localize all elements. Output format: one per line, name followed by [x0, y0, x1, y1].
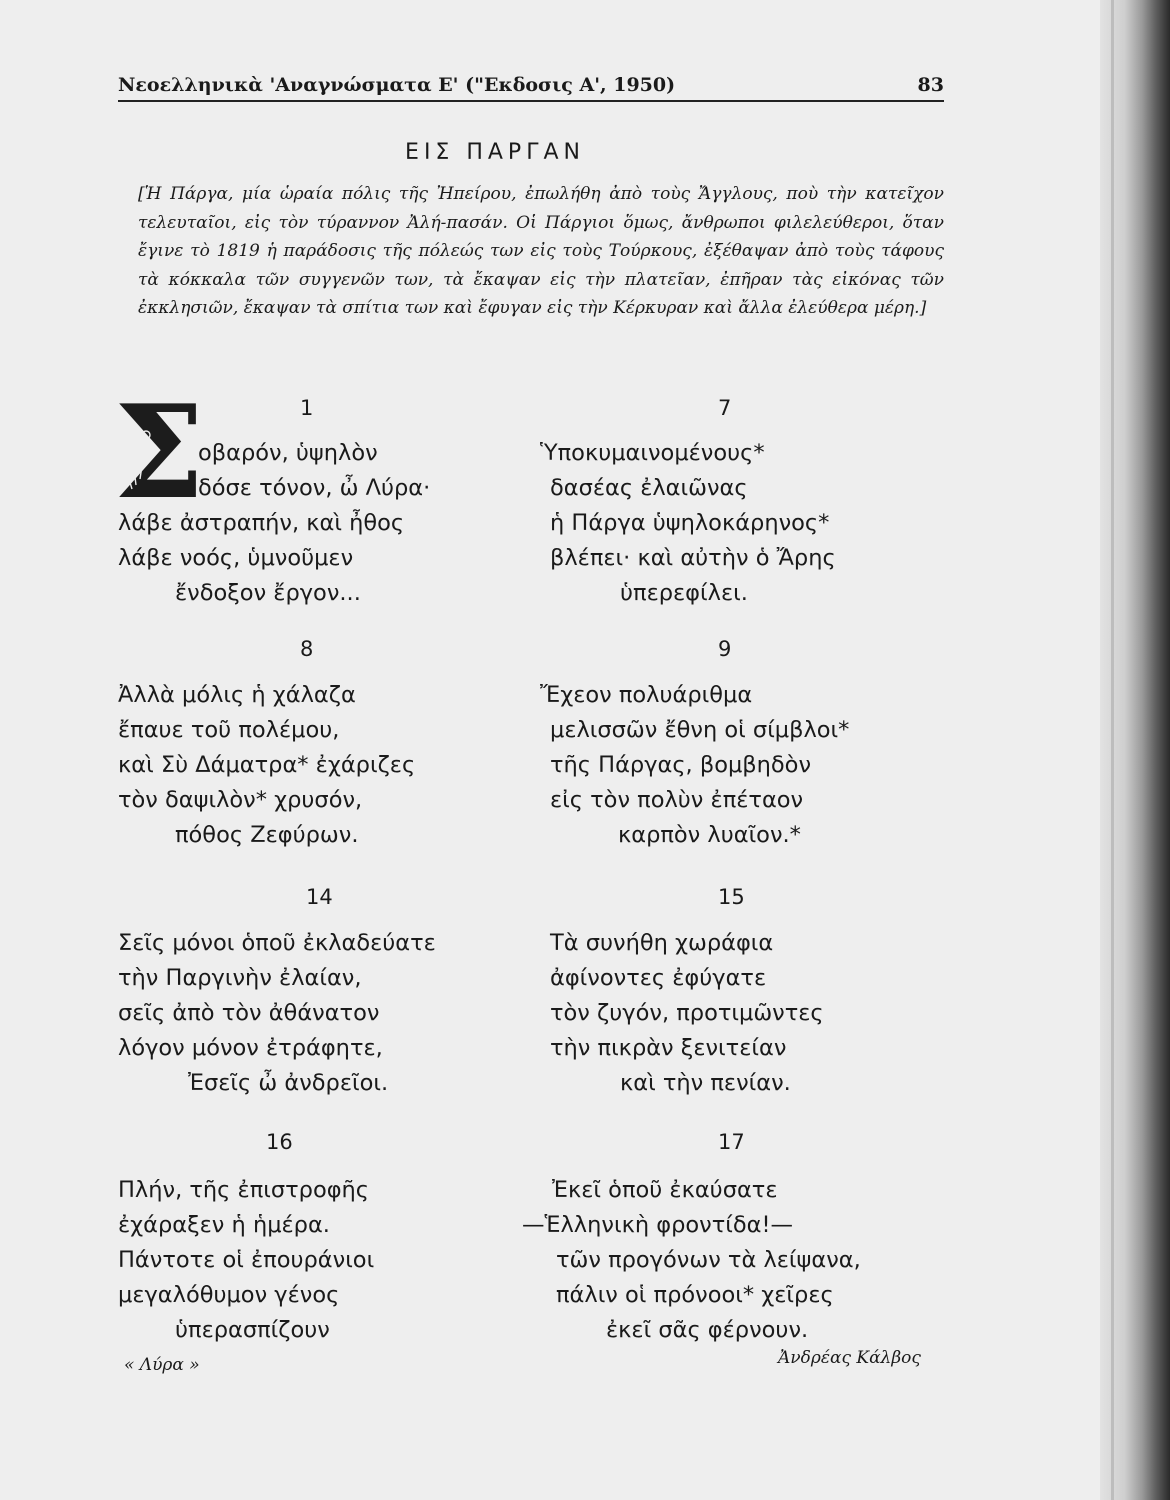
verse-line: ἐκεῖ σᾶς φέρνουν. — [606, 1317, 809, 1343]
verse-line: τὸν ζυγόν, προτιμῶντες — [550, 1000, 824, 1026]
verse-line: πόθος Ζεφύρων. — [175, 822, 359, 848]
verse-line: τῆς Πάργας, βομβηδὸν — [550, 752, 812, 778]
verse-line: ἔνδοξον ἔργον... — [175, 580, 361, 606]
verse-line: Τὰ συνήθη χωράφια — [550, 930, 774, 956]
poem-title: ΕΙΣ ΠΑΡΓΑΝ — [405, 140, 585, 165]
verse-line: ὑπερασπίζουν — [175, 1317, 330, 1343]
running-header — [118, 74, 944, 102]
verse-line: μεγαλόθυμον γένος — [118, 1282, 340, 1308]
verse-line: καὶ τὴν πενίαν. — [620, 1070, 791, 1096]
verse-line: ἐχάραξεν ἡ ἡμέρα. — [118, 1212, 330, 1238]
verse-line: δασέας ἐλαιῶνας — [550, 475, 748, 501]
intro-paragraph: [Ἡ Πάργα, μία ὡραία πόλις τῆς Ἠπείρου, ἐπωλήθη ἀπὸ τοὺς Ἄγγλους, ποὺ τὴν κατεῖχον τελευταῖοι, εἰς τὸν τύραννον Ἀλή-πασάν. Οἱ Πάργιοι ὅμως, ἄνθρωποι φιλελεύθεροι, ὅταν ἔγινε τὸ 1819 ἡ παράδοσις τῆς πόλεώς των εἰς τοὺς Τούρκους, ἐξέθαψαν ἀπὸ τοὺς τάφους τὰ κόκκαλα τῶν συγγενῶν των, τὰ ἔκαψαν εἰς τὴν πλατεῖαν, ἐπῆραν τὰς εἰκόνας τῶν ἐκκλησιῶν, ἔκαψαν τὰ σπίτια των καὶ ἔφυγαν εἰς τὴν Κέρκυραν καὶ ἄλλα ἐλεύθερα μέρη.] — [138, 184, 944, 318]
stanza-number: 16 — [266, 1130, 293, 1154]
stanza-number: 15 — [718, 885, 745, 909]
dropcap-ornament — [110, 378, 205, 528]
verse-line: σεῖς ἀπὸ τὸν ἀθάνατον — [118, 1000, 380, 1026]
verse-line: ὑπερεφίλει. — [620, 580, 748, 606]
running-title: Νεοελληνικὰ 'Αναγνώσματα Ε' ("Εκδοσις Α', 1950) — [118, 74, 676, 96]
verse-line: Ἐκεῖ ὁποῦ ἐκαύσατε — [552, 1177, 778, 1203]
page-number: 83 — [917, 74, 944, 96]
verse-line: Ἀλλὰ μόλις ἡ χάλαζα — [118, 682, 356, 708]
verse-line: ἔπαυε τοῦ πολέμου, — [118, 717, 340, 743]
verse-line: εἰς τὸν πολὺν ἐπέταον — [550, 787, 804, 813]
stanza-number: 14 — [306, 885, 333, 909]
stanza-number: 1 — [300, 396, 314, 420]
stanza-number: 17 — [718, 1130, 745, 1154]
verse-line: καρπὸν λυαῖον.* — [618, 822, 801, 848]
source-citation: « Λύρα » — [124, 1355, 200, 1375]
verse-line: τὴν πικρὰν ξενιτείαν — [550, 1035, 787, 1061]
author-signature: Ἀνδρέας Κάλβος — [778, 1348, 921, 1368]
verse-line: οβαρόν, ὑψηλὸν — [198, 440, 378, 466]
verse-line: Πλήν, τῆς ἐπιστροφῆς — [118, 1177, 370, 1203]
dropcap-letter: Σ — [114, 378, 205, 528]
verse-line: Πάντοτε οἱ ἐπουράνιοι — [118, 1247, 375, 1273]
verse-line: —Ἑλληνικὴ φροντίδα!— — [522, 1212, 793, 1238]
stanza-number: 9 — [718, 637, 732, 661]
verse-line: λάβε νοός, ὑμνοῦμεν — [118, 545, 354, 571]
stanza-number: 7 — [718, 396, 732, 420]
verse-line: καὶ Σὺ Δάματρα* ἐχάριζες — [118, 752, 416, 778]
verse-line: λόγον μόνον ἐτράφητε, — [118, 1035, 383, 1061]
verse-line: τὸν δαψιλὸν* χρυσόν, — [118, 787, 363, 813]
verse-line: ἀφίνοντες ἐφύγατε — [550, 965, 767, 991]
verse-line: πάλιν οἱ πρόνοοι* χεῖρες — [556, 1282, 834, 1308]
verse-line: τὴν Παργινὴν ἐλαίαν, — [118, 965, 362, 991]
verse-line: ἡ Πάργα ὑψηλοκάρηνος* — [550, 510, 830, 536]
verse-line: μελισσῶν ἔθνη οἱ σίμβλοι* — [550, 717, 850, 743]
verse-line: βλέπει· καὶ αὐτὴν ὁ Ἄρης — [550, 545, 836, 571]
verse-line: δόσε τόνον, ὦ Λύρα· — [198, 475, 431, 501]
verse-line: Ὑποκυμαινομένους* — [540, 440, 765, 466]
verse-line: λάβε ἀστραπήν, καὶ ἦθος — [118, 510, 405, 536]
verse-line: Ἔχεον πολυάριθμα — [540, 682, 753, 708]
verse-line: Σεῖς μόνοι ὁποῦ ἐκλαδεύατε — [118, 930, 436, 956]
verse-line: τῶν προγόνων τὰ λείψανα, — [556, 1247, 861, 1273]
page-edge — [1111, 0, 1114, 1500]
stanza-number: 8 — [300, 637, 314, 661]
verse-line: Ἐσεῖς ὦ ἀνδρεῖοι. — [188, 1070, 389, 1096]
